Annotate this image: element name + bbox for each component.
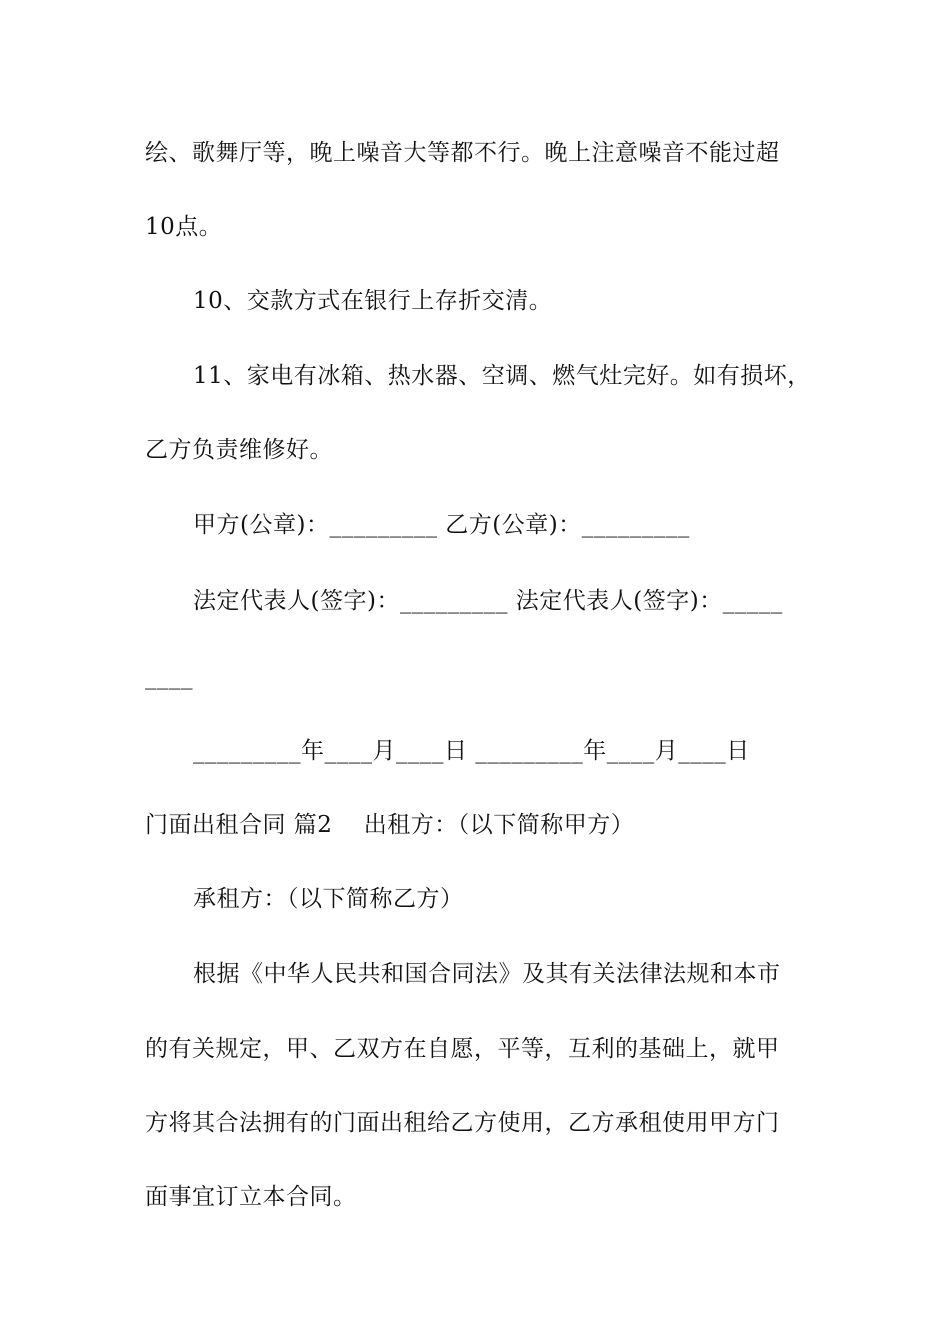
paragraph-line: 方将其合法拥有的门面出租给乙方使用，乙方承租使用甲方门 — [145, 1110, 780, 1136]
paragraph-line: 面事宜订立本合同。 — [145, 1184, 357, 1210]
date-line: _________年____月____日 _________年____月____日 — [193, 738, 750, 764]
signature-blank-continuation: ____ — [145, 664, 193, 690]
paragraph-line: 的有关规定，甲、乙双方在自愿，平等，互利的基础上，就甲 — [145, 1036, 780, 1062]
legal-rep-signature-line: 法定代表人(签字)：_________ 法定代表人(签字)：_____ — [193, 588, 783, 614]
paragraph-line: 乙方负责维修好。 — [145, 437, 333, 463]
clause-11: 11、家电有冰箱、热水器、空调、燃气灶完好。如有损坏， — [193, 363, 811, 389]
contract-heading: 门面出租合同 篇2 出租方：（以下简称甲方） — [145, 812, 635, 838]
lessee-line: 承租方：（以下简称乙方） — [193, 886, 464, 912]
seal-signature-line: 甲方(公章)：_________ 乙方(公章)：_________ — [193, 512, 690, 538]
clause-10: 10、交款方式在银行上存折交清。 — [193, 288, 553, 314]
paragraph-line: 10点。 — [145, 214, 223, 240]
paragraph-line: 根据《中华人民共和国合同法》及其有关法律法规和本市 — [193, 961, 781, 987]
paragraph-line: 绘、歌舞厅等，晚上噪音大等都不行。晚上注意噪音不能过超 — [145, 140, 780, 166]
